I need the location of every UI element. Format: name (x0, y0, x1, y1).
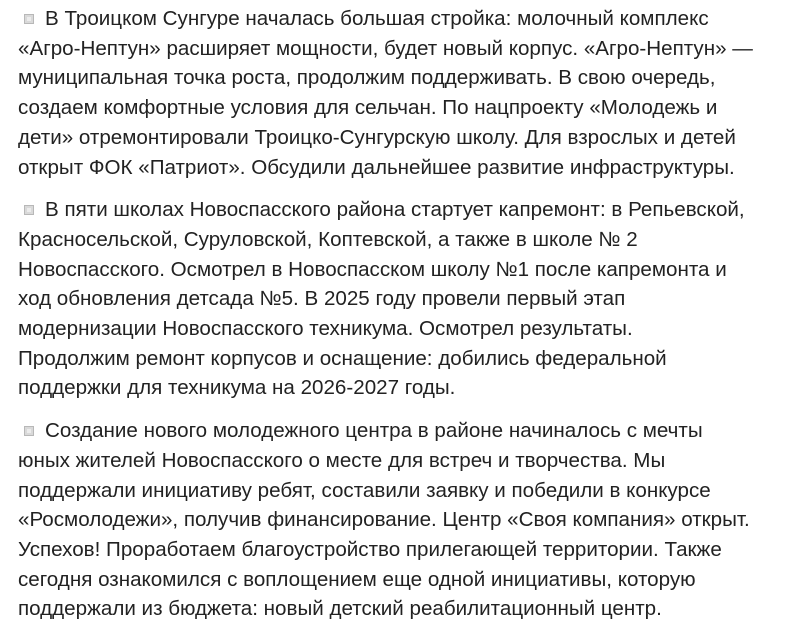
paragraph-troitsky-sungur (18, 4, 788, 182)
para-2-line-4: ход обновления детсада №5. В 2025 году провели первый этап (18, 287, 626, 311)
para-1-line-2: «Агро-Нептун» расширяет мощности, будет новый корпус. «Агро-Нептун» — (18, 36, 753, 60)
para-3-line-1: Создание нового молодежного центра в районе начиналось с мечты (45, 419, 703, 443)
paragraph-youth-center (18, 416, 788, 624)
paragraph-novospasskoe-schools (18, 195, 788, 403)
para-1-line-1: В Троицком Сунгуре началась большая стройка: молочный комплекс (45, 7, 709, 30)
square-bullet-icon (24, 205, 34, 215)
para-2-line-7: поддержки для техникума на 2026-2027 годы. (18, 376, 456, 400)
para-2-line-1: В пяти школах Новоспасского района стартует капремонт: в Репьевской, (45, 198, 745, 222)
para-1-line-3: муниципальная точка роста, продолжим поддерживать. В свою очередь, (18, 66, 716, 90)
square-bullet-icon (24, 14, 34, 24)
para-3-line-7: поддержали из бюджета: новый детский реабилитационный центр. (18, 597, 662, 621)
para-1-line-4: создаем комфортные условия для сельчан. По нацпроекту «Молодежь и (18, 96, 718, 120)
para-3-line-4: «Росмолодежи», получив финансирование. Центр «Своя компания» открыт. (18, 508, 750, 532)
para-3-line-5: Успехов! Проработаем благоустройство прилегающей территории. Также (18, 537, 722, 561)
para-2-line-3: Новоспасского. Осмотрел в Новоспасском школу №1 после капремонта и (18, 257, 727, 281)
para-2-line-6: Продолжим ремонт корпусов и оснащение: добились федеральной (18, 346, 667, 370)
para-3-line-3: поддержали инициативу ребят, составили заявку и победили в конкурсе (18, 478, 711, 502)
para-1-line-5: дети» отремонтировали Троицко-Сунгурскую школу. Для взрослых и детей (18, 125, 736, 149)
post-text (18, 4, 788, 637)
square-bullet-icon (24, 426, 34, 436)
para-2-line-2: Красносельской, Суруловской, Коптевской, а также в школе № 2 (18, 227, 638, 251)
para-3-line-6: сегодня ознакомился с воплощением еще одной инициативы, которую (18, 567, 696, 591)
para-2-line-5: модернизации Новоспасского техникума. Осмотрел результаты. (18, 317, 633, 341)
para-1-line-6: открыт ФОК «Патриот». Обсудили дальнейшее развитие инфраструктуры. (18, 155, 735, 179)
para-3-line-2: юных жителей Новоспасского о месте для встреч и творчества. Мы (18, 448, 666, 472)
